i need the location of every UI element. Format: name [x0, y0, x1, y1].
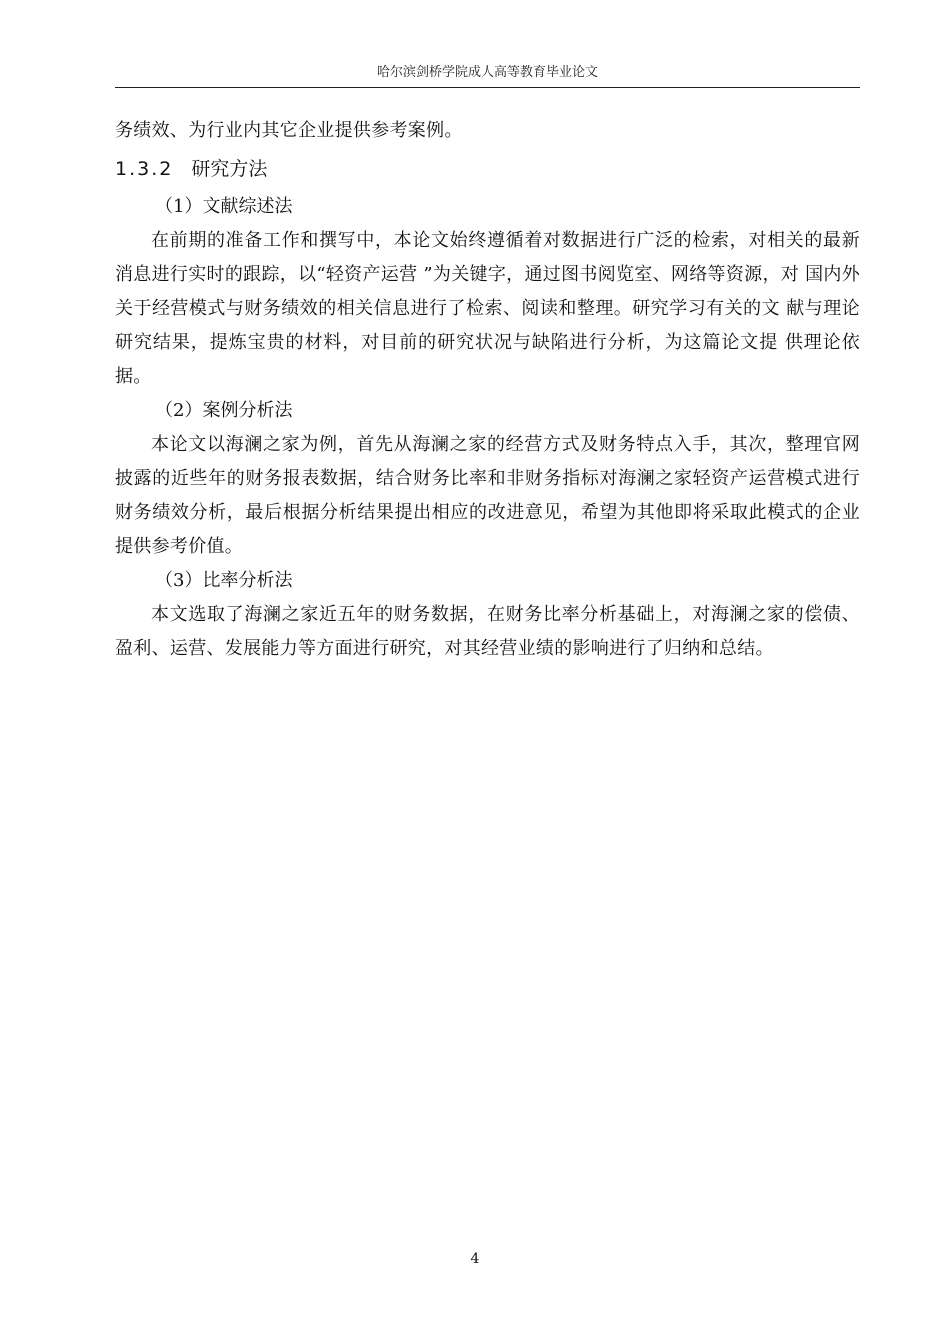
section-number: 1.3.2	[115, 158, 174, 180]
method-2-label: （2）案例分析法	[155, 400, 293, 421]
method-1-paragraph: 在前期的准备工作和撰写中，本论文始终遵循着对数据进行广泛的检索，对相关的最新消息进行实时的跟踪，以“轻资产运营 ”为关键字，通过图书阅览室、网络等资源，对 国内外关于经营模式与财务绩效的相关信息进行了检索、阅读和整理。研究学习有关的文 献与理论研究结果，提炼宝贵的材料，对目前的研究状况与缺陷进行分析，为这篇论文提 供理论依据。	[115, 230, 860, 387]
page-header: 哈尔滨剑桥学院成人高等教育毕业论文	[376, 65, 598, 80]
section-title: 研究方法	[191, 158, 268, 180]
method-2-paragraph: 本论文以海澜之家为例，首先从海澜之家的经营方式及财务特点入手，其次，整理官网披露的近些年的财务报表数据，结合财务比率和非财务指标对海澜之家轻资产运营模式进行财务绩效分析，最后根据分析结果提出相应的改进意见，希望为其他即将采取此模式的企业提供参考价值。	[115, 434, 860, 557]
method-3-label: （3）比率分析法	[155, 570, 293, 591]
document-body	[115, 114, 860, 666]
intro-continuation-paragraph: 务绩效、为行业内其它企业提供参考案例。	[115, 120, 463, 141]
section-heading	[115, 152, 860, 186]
method-1-label: （1）文献综述法	[155, 196, 293, 217]
page-number: 4	[470, 1251, 480, 1267]
header-divider	[115, 87, 860, 88]
method-3-paragraph: 本文选取了海澜之家近五年的财务数据，在财务比率分析基础上，对海澜之家的偿债、盈利、运营、发展能力等方面进行研究，对其经营业绩的影响进行了归纳和总结。	[115, 604, 860, 659]
